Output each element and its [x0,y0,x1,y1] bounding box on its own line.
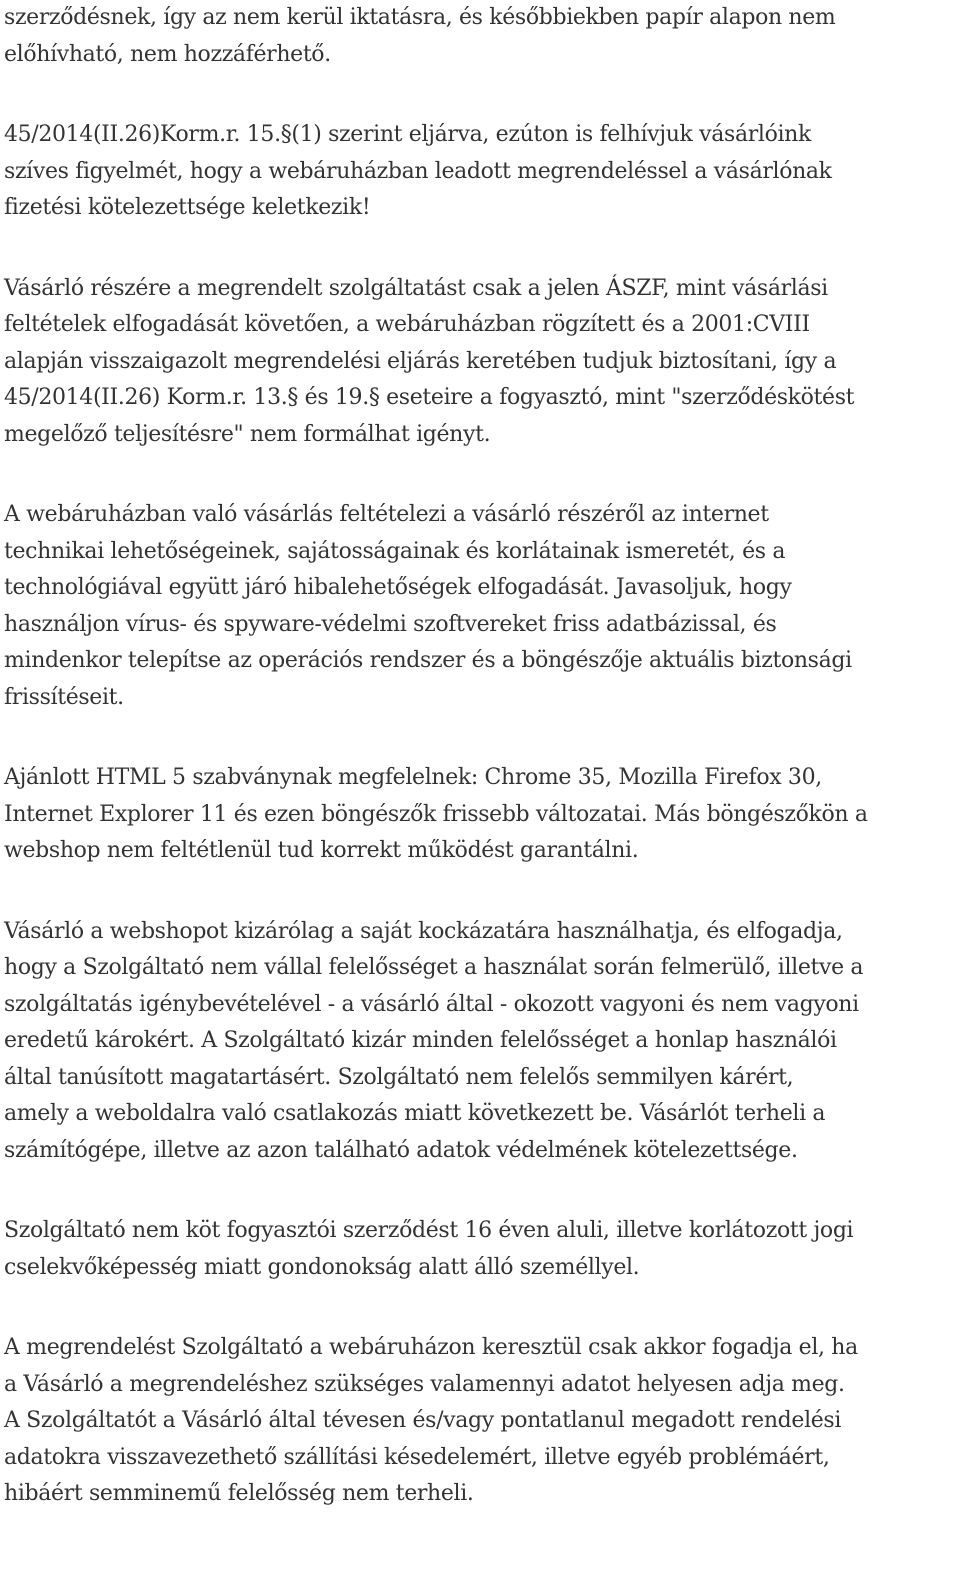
text-line: Vásárló részére a megrendelt szolgáltatást csak a jelen ÁSZF, mint vásárlási [4,275,828,301]
text-line: cselekvőképesség miatt gondonokság alatt álló személlyel. [4,1254,640,1280]
paragraph-gap [4,870,952,914]
text-line: szolgáltatás igénybevételével - a vásárló által - okozott vagyoni és nem vagyoni [4,991,859,1017]
paragraph-gap [4,1286,952,1330]
text-line: számítógépe, illetve az azon található adatok védelmének kötelezettsége. [4,1137,798,1163]
text-line: feltételek elfogadását követően, a webáruházban rögzített és a 2001:CVIII [4,312,810,337]
paragraph-gap [4,73,952,117]
text-line: fizetési kötelezettsége keletkezik! [4,195,371,220]
text-line: Ajánlott HTML 5 szabványnak megfelelnek: Chrome 35, Mozilla Firefox 30, [4,765,822,790]
paragraph-gap [4,1169,952,1213]
text-line: webshop nem feltétlenül tud korrekt működést garantálni. [4,838,639,863]
text-line: Internet Explorer 11 és ezen böngészők frissebb változatai. Más böngészőkön a [4,801,868,827]
paragraph-gap [4,227,952,271]
paragraph [4,271,952,454]
text-line: technikai lehetőségeinek, sajátosságainak és korlátainak ismeretét, és a [4,538,786,564]
text-line: alapján visszaigazolt megrendelési eljárás keretében tudjuk biztosítani, így a [4,348,837,374]
text-line: a Vásárló a megrendeléshez szükséges valamennyi adatot helyesen adja meg. [4,1371,845,1397]
text-line: Szolgáltató nem köt fogyasztói szerződést 16 éven aluli, illetve korlátozott jogi [4,1218,854,1243]
text-line: megelőző teljesítésre" nem formálhat igényt. [4,421,491,447]
paragraph [4,0,952,73]
paragraph-gap [4,453,952,497]
text-line: A megrendelést Szolgáltató a webáruházon keresztül csak akkor fogadja el, ha [4,1335,858,1360]
paragraph [4,760,952,870]
text-line: frissítéseit. [4,684,124,710]
paragraph [4,914,952,1170]
text-line: A webáruházban való vásárlás feltételezi a vásárló részéről az internet [4,502,769,527]
text-line: technológiával együtt járó hibalehetőségek elfogadását. Javasoljuk, hogy [4,575,792,600]
text-line: szerződésnek, így az nem kerül iktatásra, és későbbiekben papír alapon nem [4,5,836,30]
paragraph [4,497,952,716]
text-line: szíves figyelmét, hogy a webáruházban leadott megrendeléssel a vásárlónak [4,158,832,184]
text-line: eredetű károkért. A Szolgáltató kizár minden felelősséget a honlap használói [4,1028,837,1053]
text-line: amely a weboldalra való csatlakozás miatt következett be. Vásárlót terheli a [4,1101,826,1126]
text-line: Vásárló a webshopot kizárólag a saját kockázatára használhatja, és elfogadja, [4,918,843,944]
text-line: használjon vírus- és spyware-védelmi szoftvereket friss adatbázissal, és [4,611,777,637]
text-line: 45/2014(II.26)Korm.r. 15.§(1) szerint eljárva, ezúton is felhívjuk vásárlóink [4,122,811,147]
text-line: A Szolgáltatót a Vásárló által tévesen és/vagy pontatlanul megadott rendelési [4,1408,842,1433]
text-line: mindenkor telepítse az operációs rendszer és a böngészője aktuális biztonsági [4,648,852,673]
paragraph [4,117,952,227]
text-line: előhívható, nem hozzáférhető. [4,41,331,67]
text-line: hogy a Szolgáltató nem vállal felelősséget a használat során felmerülő, illetve a [4,955,864,980]
text-line: által tanúsított magatartásért. Szolgáltató nem felelős semmilyen kárért, [4,1064,794,1090]
paragraph [4,1213,952,1286]
text-line: hibáért semminemű felelősség nem terheli. [4,1481,474,1506]
paragraph-gap [4,716,952,760]
paragraph [4,1330,952,1513]
text-line: adatokra visszavezethető szállítási késedelemért, illetve egyéb problémáért, [4,1444,830,1470]
text-line: 45/2014(II.26) Korm.r. 13.§ és 19.§ eseteire a fogyasztó, mint "szerződéskötést [4,385,855,410]
